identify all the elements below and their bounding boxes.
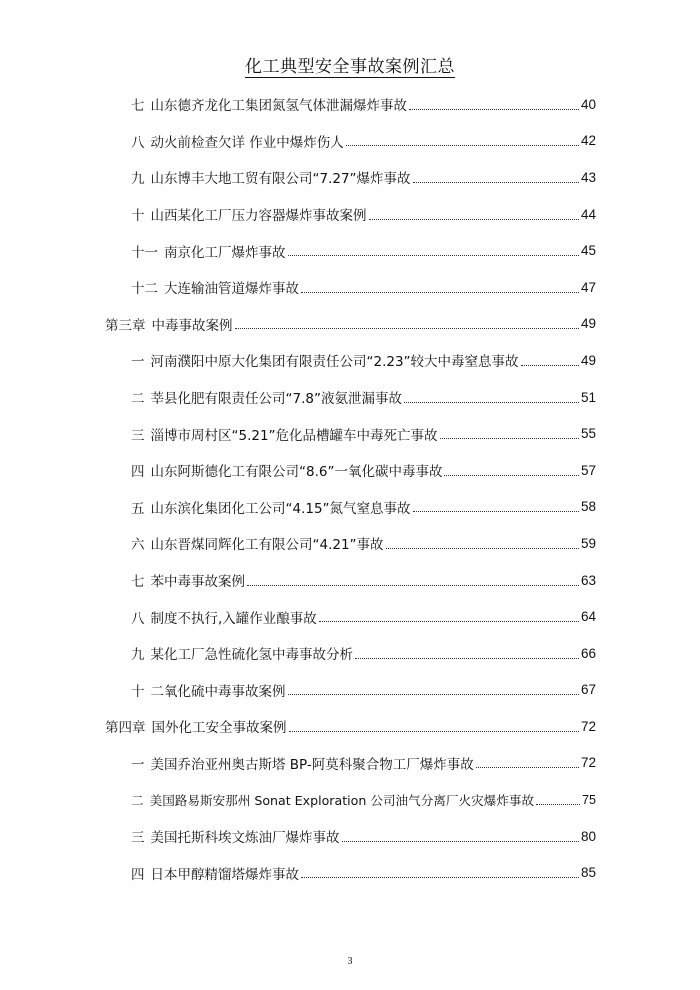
toc-entry-page: 44: [580, 206, 596, 222]
toc-entry-page: 43: [580, 169, 596, 185]
dot-leader: [288, 255, 579, 256]
dot-leader: [413, 511, 579, 512]
toc-entry-page: 64: [580, 609, 596, 625]
toc-entry-text: [105, 314, 233, 334]
toc-entry-title: 山东滨化集团化工公司“4.15”氮气窒息事故: [150, 500, 411, 517]
toc-entry-number: 十二: [131, 281, 158, 298]
toc-entry[interactable]: [0, 232, 700, 269]
toc-entry-title: 美国托斯科埃文炼油厂爆炸事故: [150, 830, 340, 847]
toc-entry[interactable]: [0, 672, 700, 709]
toc-entry-text: [131, 167, 411, 187]
dot-leader: [288, 694, 579, 695]
toc-entry-page: 59: [580, 535, 596, 551]
toc-entry-title: 二氧化硫中毒事故案例: [150, 683, 286, 700]
toc-entry-text: [131, 570, 245, 590]
toc-entry[interactable]: [0, 379, 700, 416]
toc-chapter-entry[interactable]: [0, 708, 700, 745]
toc-entry-title: 淄博市周村区“5.21”危化品槽罐车中毒死亡事故: [150, 427, 438, 444]
toc-entry-title: 制度不执行,入罐作业酿事故: [150, 610, 317, 627]
toc-entry-text: [131, 643, 353, 663]
toc-entry[interactable]: [0, 269, 700, 306]
toc-entry-text: [131, 94, 407, 114]
toc-entry-text: [131, 424, 438, 444]
toc-entry-number: 九: [131, 171, 145, 188]
toc-entry-number: 六: [131, 537, 145, 554]
toc-entry-text: [131, 826, 340, 846]
toc-entry-page: 49: [580, 352, 596, 368]
toc-entry-number: 七: [131, 98, 145, 115]
toc-entry-number: 八: [131, 610, 145, 627]
toc-entry-page: 57: [580, 462, 596, 478]
toc-entry-page: 72: [580, 755, 596, 771]
toc-entry-title: 山西某化工厂压力容器爆炸事故案例: [150, 208, 367, 225]
toc-entry-text: [131, 607, 317, 627]
dot-leader: [342, 841, 579, 842]
toc-entry-title: 苯中毒事故案例: [150, 574, 245, 591]
toc-entry-page: 40: [580, 96, 596, 112]
table-of-contents: [0, 86, 700, 891]
dot-leader: [319, 621, 579, 622]
dot-leader: [301, 292, 579, 293]
toc-entry-page: 58: [580, 499, 596, 515]
toc-entry[interactable]: [0, 342, 700, 379]
toc-entry-page: 72: [580, 718, 596, 734]
toc-entry-text: [131, 131, 344, 151]
toc-entry-number: 九: [131, 647, 145, 664]
toc-entry-page: 66: [580, 645, 596, 661]
toc-entry[interactable]: [0, 86, 700, 123]
toc-entry[interactable]: [0, 818, 700, 855]
toc-entry-title: 某化工厂急性硫化氢中毒事故分析: [150, 647, 353, 664]
toc-entry-page: 75: [581, 792, 596, 807]
dot-leader: [536, 804, 580, 805]
toc-entry[interactable]: [0, 562, 700, 599]
dot-leader: [440, 438, 579, 439]
toc-entry-number: 四: [131, 866, 145, 883]
toc-entry[interactable]: [0, 489, 700, 526]
toc-entry-number: 四: [131, 464, 145, 481]
toc-entry-number: 七: [131, 574, 145, 591]
toc-entry-text: [131, 790, 534, 809]
toc-entry-page: 55: [580, 426, 596, 442]
toc-entry[interactable]: [0, 159, 700, 196]
toc-entry-number: 十: [131, 208, 145, 225]
toc-entry-text: [131, 497, 411, 517]
toc-entry-title: 山东德齐龙化工集团氮氢气体泄漏爆炸事故: [150, 98, 407, 115]
toc-entry-title: 河南濮阳中原大化集团有限责任公司“2.23”较大中毒窒息事故: [150, 354, 519, 371]
toc-entry-page: 49: [580, 316, 596, 332]
toc-chapter-number: 第四章: [105, 720, 146, 737]
toc-entry-page: 80: [580, 828, 596, 844]
dot-leader: [247, 585, 579, 586]
toc-entry-page: 47: [580, 279, 596, 295]
toc-entry-title: 美国乔治亚州奥古斯塔 BP-阿莫科聚合物工厂爆炸事故: [150, 756, 474, 773]
toc-entry-title: 动火前检查欠详 作业中爆炸伤人: [150, 134, 344, 151]
toc-entry-title: 山东博丰大地工贸有限公司“7.27”爆炸事故: [150, 171, 411, 188]
toc-entry-number: 十: [131, 683, 145, 700]
toc-entry-page: 45: [580, 243, 596, 259]
toc-entry[interactable]: [0, 598, 700, 635]
toc-entry-number: 一: [131, 756, 145, 773]
document-title: 化工典型安全事故案例汇总: [245, 57, 455, 77]
dot-leader: [301, 877, 579, 878]
dot-leader: [235, 328, 579, 329]
dot-leader: [444, 475, 579, 476]
toc-entry-number: 二: [131, 391, 145, 408]
toc-entry-page: 51: [580, 389, 596, 405]
toc-entry-number: 五: [131, 500, 145, 517]
toc-entry-text: [131, 277, 299, 297]
toc-entry[interactable]: [0, 781, 700, 818]
toc-entry[interactable]: [0, 525, 700, 562]
toc-entry-page: 85: [580, 865, 596, 881]
dot-leader: [355, 658, 579, 659]
toc-entry-title: 山东阿斯德化工有限公司“8.6”一氧化碳中毒事故: [150, 464, 443, 481]
dot-leader: [369, 219, 579, 220]
toc-entry[interactable]: [0, 196, 700, 233]
toc-entry-text: [131, 863, 299, 883]
dot-leader: [413, 182, 579, 183]
dot-leader: [404, 402, 579, 403]
toc-entry-title: 莘县化肥有限责任公司“7.8”液氨泄漏事故: [150, 391, 402, 408]
toc-entry-number: 一: [131, 354, 145, 371]
toc-entry-number: 三: [131, 830, 145, 847]
toc-entry-title: 大连输油管道爆炸事故: [164, 281, 299, 298]
toc-entry-title: 国外化工安全事故案例: [151, 720, 287, 737]
toc-entry-number: 三: [131, 427, 145, 444]
toc-entry[interactable]: [0, 452, 700, 489]
toc-entry-title: 山东晋煤同辉化工有限公司“4.21”事故: [150, 537, 384, 554]
toc-entry-page: 67: [580, 682, 596, 698]
toc-entry-text: [131, 350, 519, 370]
dot-leader: [409, 109, 579, 110]
page-number: 3: [347, 956, 353, 967]
toc-entry[interactable]: [0, 635, 700, 672]
toc-entry[interactable]: [0, 123, 700, 160]
toc-entry-text: [105, 716, 287, 736]
toc-chapter-number: 第三章: [105, 317, 146, 334]
toc-chapter-entry[interactable]: [0, 306, 700, 343]
dot-leader: [289, 731, 579, 732]
toc-entry-text: [131, 680, 286, 700]
toc-entry-text: [131, 753, 474, 773]
toc-entry-number: 十一: [131, 244, 158, 261]
toc-entry-text: [131, 387, 402, 407]
toc-entry[interactable]: [0, 854, 700, 891]
toc-entry-text: [131, 241, 286, 261]
dot-leader: [346, 145, 579, 146]
toc-entry[interactable]: [0, 745, 700, 782]
toc-entry-title: 美国路易斯安那州 Sonat Exploration 公司油气分离厂火灾爆炸事故: [149, 793, 535, 809]
toc-entry-text: [131, 204, 367, 224]
toc-entry-text: [131, 460, 442, 480]
toc-entry-title: 日本甲醇精馏塔爆炸事故: [150, 866, 299, 883]
toc-entry-number: 二: [131, 793, 144, 809]
dot-leader: [386, 548, 579, 549]
toc-entry-title: 南京化工厂爆炸事故: [164, 244, 286, 261]
toc-entry[interactable]: [0, 415, 700, 452]
toc-entry-page: 63: [580, 572, 596, 588]
toc-entry-page: 42: [580, 133, 596, 149]
toc-entry-title: 中毒事故案例: [151, 317, 233, 334]
toc-entry-number: 八: [131, 134, 145, 151]
toc-entry-text: [131, 533, 384, 553]
dot-leader: [476, 767, 579, 768]
dot-leader: [521, 365, 579, 366]
